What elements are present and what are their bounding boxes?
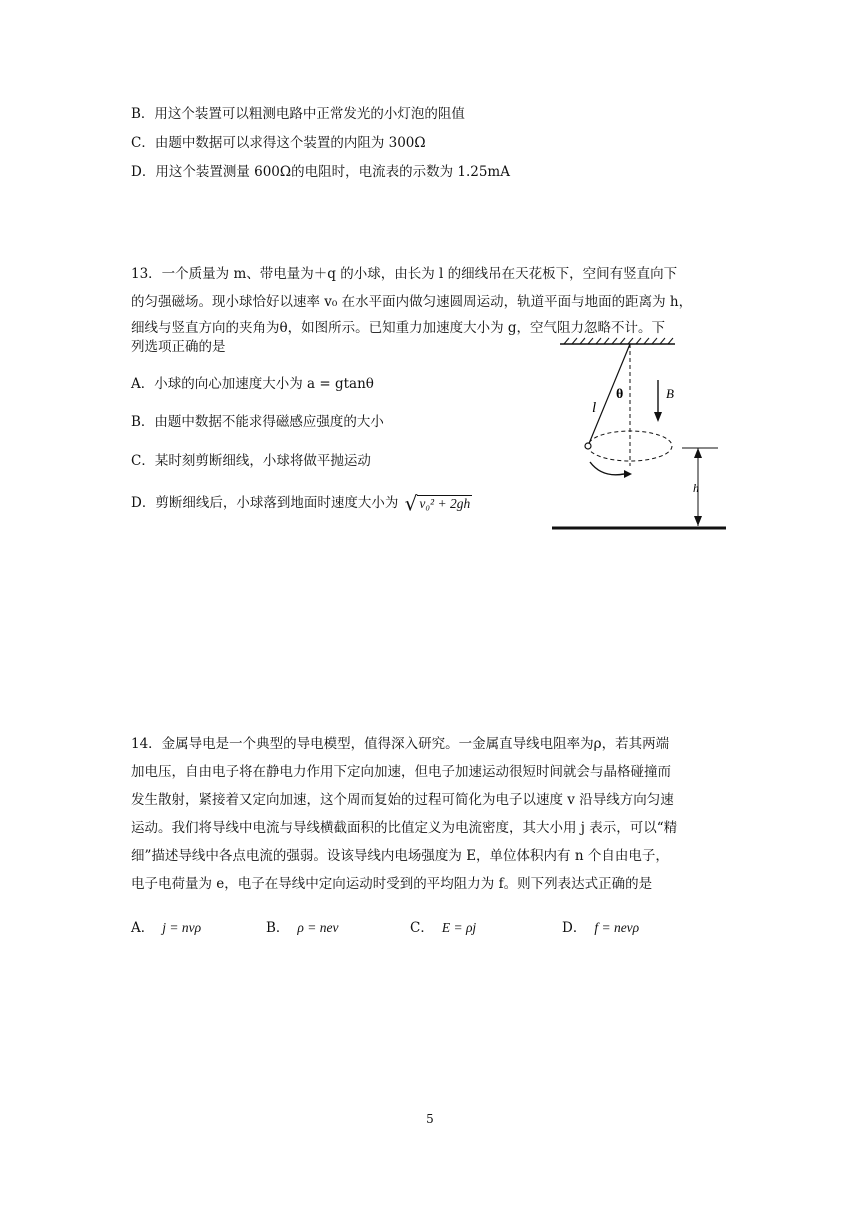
q13-option-b: B．由题中数据不能求得磁感应强度的大小 <box>131 414 384 430</box>
q14-option-a-label: A． <box>131 920 155 936</box>
sqrt-formula <box>405 493 473 514</box>
q13-option-d-text: D．剪断细线后，小球落到地面时速度大小为 <box>131 495 399 511</box>
q14-option-d-label: D． <box>562 920 587 936</box>
q13-stem-line-3: 细线与竖直方向的夹角为θ，如图所示。已知重力加速度大小为 g，空气阻力忽略不计。下 <box>131 320 666 336</box>
q14-option-b-formula: ρ = nev <box>297 920 339 935</box>
length-label: l <box>592 400 597 416</box>
q13-option-c: C．某时刻剪断细线，小球将做平抛运动 <box>131 453 371 469</box>
q14-option-b <box>266 918 339 938</box>
ceiling-hatching <box>564 338 673 344</box>
q14-stem-line-4: 运动。我们将导线中电流与导线横截面积的比值定义为电流密度，其大小用 j 表示，可以“精 <box>131 820 678 836</box>
height-arrow-top <box>694 448 702 458</box>
q13-option-a: A．小球的向心加速度大小为 a = gtanθ <box>131 376 374 392</box>
q13-stem-line-4: 列选项正确的是 <box>131 339 226 355</box>
q14-option-d <box>562 918 639 938</box>
q14-option-a-formula: j = nvρ <box>162 920 202 935</box>
q14-option-c <box>410 918 476 938</box>
q14-option-a <box>131 918 201 938</box>
q14-option-c-label: C． <box>410 920 434 936</box>
q14-stem-line-6: 电子电荷量为 e，电子在导线中定向运动时受到的平均阻力为 f。则下列表达式正确的是 <box>131 876 653 892</box>
q12-option-b: B．用这个装置可以粗测电路中正常发光的小灯泡的阻值 <box>131 106 465 122</box>
q12-option-d: D．用这个装置测量 600Ω的电阻时，电流表的示数为 1.25mA <box>131 164 510 180</box>
q14-option-b-label: B． <box>266 920 290 936</box>
q13-stem-line-2: 的匀强磁场。现小球恰好以速率 v₀ 在水平面内做匀速圆周运动，轨道平面与地面的距离为 h， <box>131 294 693 310</box>
theta-label: θ <box>616 387 624 402</box>
height-arrow-bottom <box>694 516 702 526</box>
q13-option-d <box>131 493 472 514</box>
q14-option-c-formula: E = ρj <box>441 920 477 935</box>
motion-arrow <box>590 462 624 475</box>
ball <box>585 443 591 449</box>
field-label: B <box>666 386 674 401</box>
q14-stem-line-1: 14．金属导电是一个典型的导电模型，值得深入研究。一金属直导线电阻率为ρ，若其两端 <box>131 736 670 752</box>
q13-stem-line-1: 13．一个质量为 m、带电量为＋q 的小球，由长为 l 的细线吊在天花板下，空间有竖直向下 <box>131 266 678 282</box>
height-label: h <box>693 481 699 495</box>
q13-option-d-formula: v₀² + 2gh <box>419 495 471 511</box>
q14-stem-line-2: 加电压，自由电子将在静电力作用下定向加速，但电子加速运动很短时间就会与晶格碰撞而 <box>131 764 671 780</box>
pendulum-diagram <box>550 336 730 536</box>
q14-stem-line-3: 发生散射，紧接着又定向加速，这个周而复始的过程可简化为电子以速度 v 沿导线方向匀速 <box>131 792 674 808</box>
q12-option-c: C．由题中数据可以求得这个装置的内阻为 300Ω <box>131 135 426 151</box>
motion-arrow-head <box>624 470 632 478</box>
radical-sign: √ <box>404 491 418 516</box>
q14-option-d-formula: f = nevρ <box>594 920 640 935</box>
field-arrow-head <box>654 412 662 422</box>
page-number: 5 <box>426 1112 434 1126</box>
q14-stem-line-5: 细”描述导线中各点电流的强弱。设该导线内电场强度为 E，单位体积内有 n 个自由电子， <box>131 848 669 864</box>
